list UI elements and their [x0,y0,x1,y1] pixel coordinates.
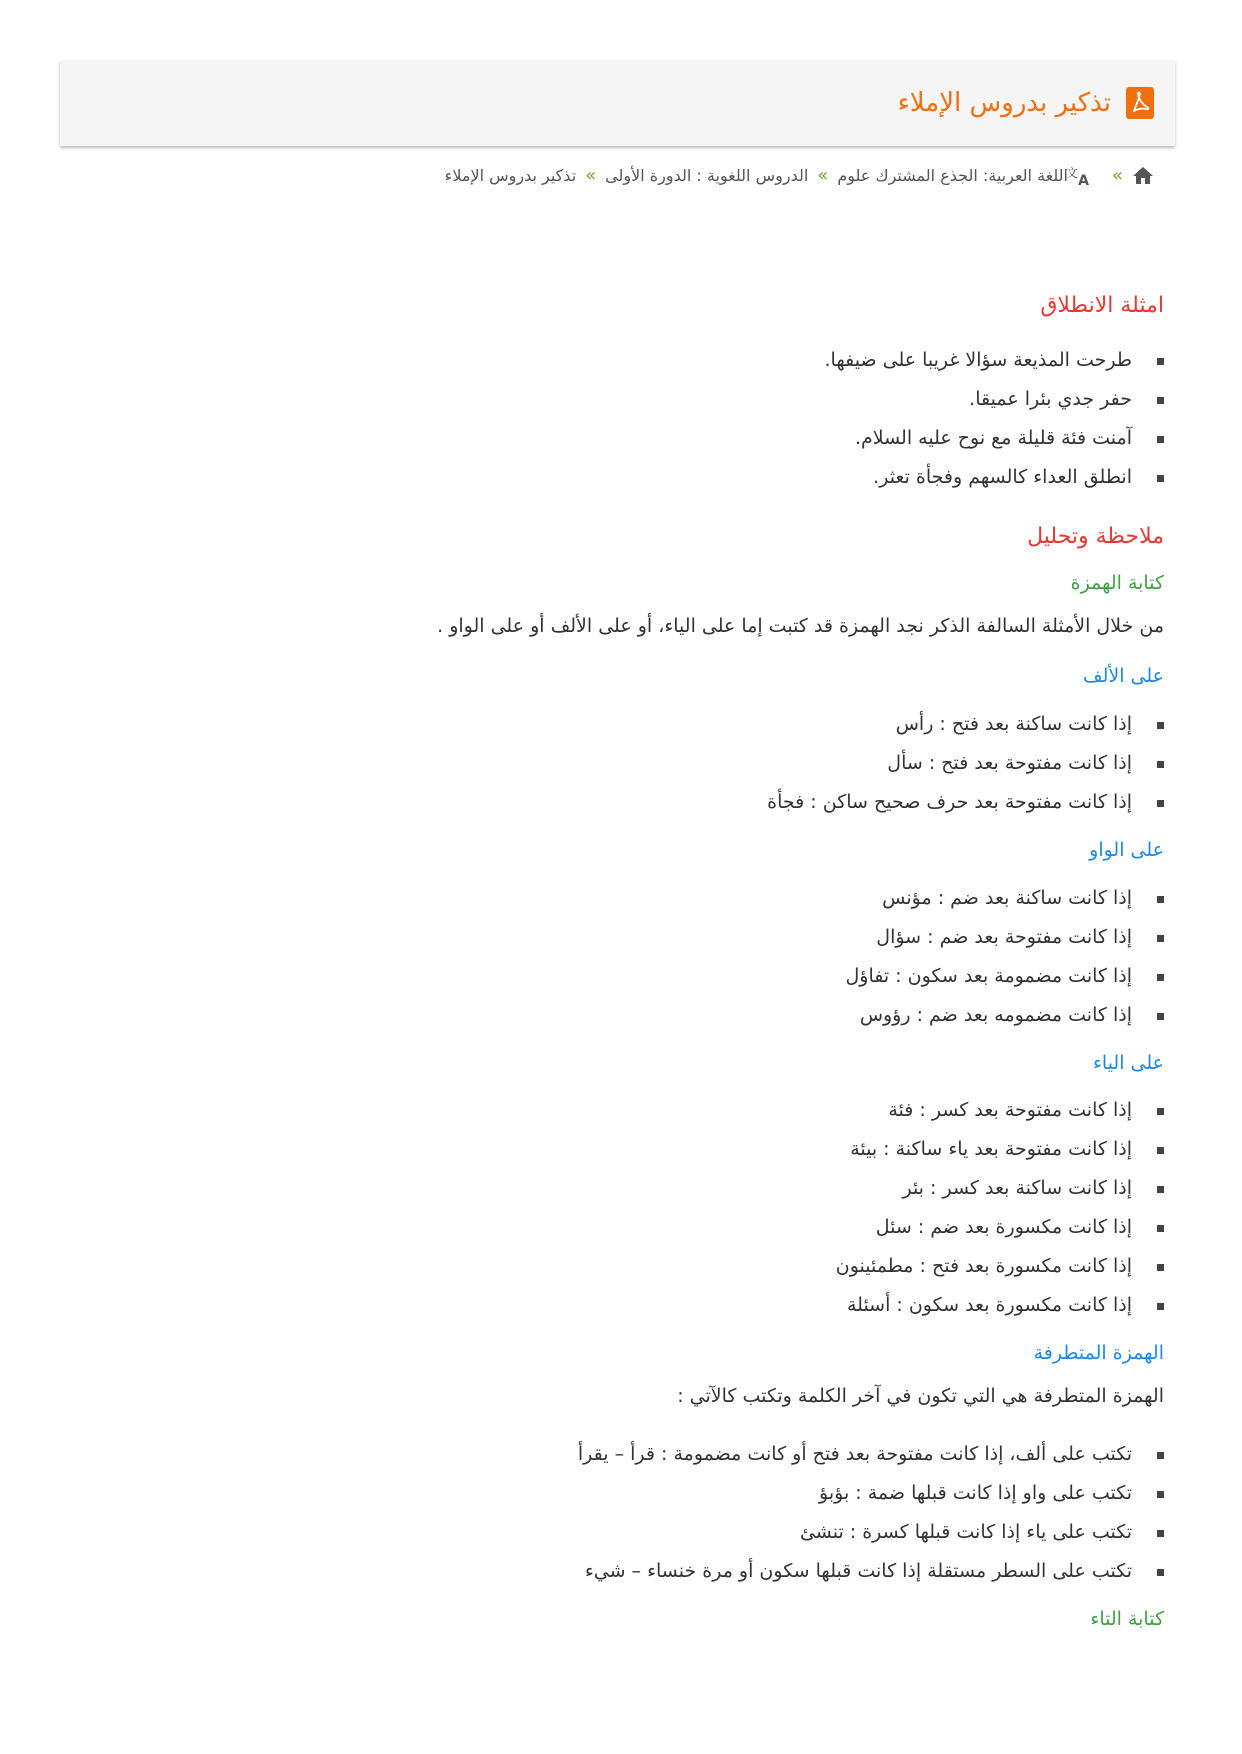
list-item: تكتب على السطر مستقلة إذا كانت قبلها سكون أو مرة خنساء – شيء [60,1552,1132,1591]
breadcrumb-separator: » [817,164,829,186]
subheading-final-hamza: الهمزة المتطرفة [1033,1342,1164,1365]
breadcrumb [60,164,1154,189]
list-item: إذا كانت ساكنة بعد ضم : مؤنس [60,879,1132,918]
breadcrumb-item-subject[interactable]: اللغة العربية: الجذع المشترك علوم [837,165,1068,185]
list-item: طرحت المذيعة سؤالا غريبا على ضيفها. [60,341,1132,380]
pdf-icon[interactable] [1125,86,1155,120]
breadcrumb-item-current: تذكير بدروس الإملاء [444,165,577,185]
final-hamza-list [60,1435,1164,1591]
list-item: إذا كانت ساكنة بعد فتح : رأس [60,705,1132,744]
breadcrumb-separator: » [585,164,597,186]
svg-text:A: A [1078,173,1089,189]
home-icon[interactable] [1132,165,1154,185]
list-item: تكتب على ألف، إذا كانت مفتوحة بعد فتح أو كانت مضمومة : قرأ – يقرأ [60,1435,1132,1474]
list-item: إذا كانت ساكنة بعد كسر : بئر [60,1169,1132,1208]
subheading-on-alif: على الألف [1082,665,1164,688]
list-item: آمنت فئة قليلة مع نوح عليه السلام. [60,419,1132,458]
svg-text:文: 文 [1065,166,1078,180]
section-heading-analysis: ملاحظة وتحليل [1027,523,1164,549]
breadcrumb-separator: » [1111,164,1123,186]
lesson-content [60,292,1164,1647]
list-item: إذا كانت مفتوحة بعد كسر : فئة [60,1091,1132,1130]
list-item: إذا كانت مفتوحة بعد حرف صحيح ساكن : فجأة [60,783,1132,822]
list-item: إذا كانت مكسورة بعد ضم : سئل [60,1208,1132,1247]
list-item: إذا كانت مضمومة بعد سكون : تفاؤل [60,957,1132,996]
translate-icon [1065,164,1103,189]
section-heading-examples: امثلة الانطلاق [1040,293,1164,318]
intro-paragraph: من خلال الأمثلة السالفة الذكر نجد الهمزة قد كتبت إما على الياء، أو على الألف أو على الواو . [437,614,1164,637]
ya-rules-list [60,1091,1164,1325]
list-item: انطلق العداء كالسهم وفجأة تعثر. [60,458,1132,497]
page-header [60,60,1175,146]
subheading-hamza-writing: كتابة الهمزة [1070,572,1164,595]
list-item: تكتب على ياء إذا كانت قبلها كسرة : تنشئ [60,1513,1132,1552]
list-item: إذا كانت مفتوحة بعد ضم : سؤال [60,918,1132,957]
subheading-on-ya: على الياء [1092,1051,1164,1074]
list-item: إذا كانت مضمومه بعد ضم : رؤوس [60,996,1132,1035]
examples-list [60,341,1164,497]
final-hamza-paragraph: الهمزة المتطرفة هي التي تكون في آخر الكلمة وتكتب كالآتي : [677,1385,1164,1408]
breadcrumb-item-lessons[interactable]: الدروس اللغوية : الدورة الأولى [605,165,809,185]
list-item: إذا كانت مفتوحة بعد فتح : سأل [60,744,1132,783]
alif-rules-list [60,705,1164,822]
subheading-ta-writing: كتابة التاء [1090,1607,1164,1630]
subheading-on-waw: على الواو [1089,839,1164,862]
list-item: إذا كانت مكسورة بعد فتح : مطمئينون [60,1247,1132,1286]
list-item: حفر جدي بئرا عميقا. [60,380,1132,419]
page-title: تذكير بدروس الإملاء [897,88,1111,118]
list-item: إذا كانت مكسورة بعد سكون : أسئلة [60,1286,1132,1325]
waw-rules-list [60,879,1164,1035]
list-item: إذا كانت مفتوحة بعد ياء ساكنة : بيئة [60,1130,1132,1169]
list-item: تكتب على واو إذا كانت قبلها ضمة : بؤبؤ [60,1474,1132,1513]
